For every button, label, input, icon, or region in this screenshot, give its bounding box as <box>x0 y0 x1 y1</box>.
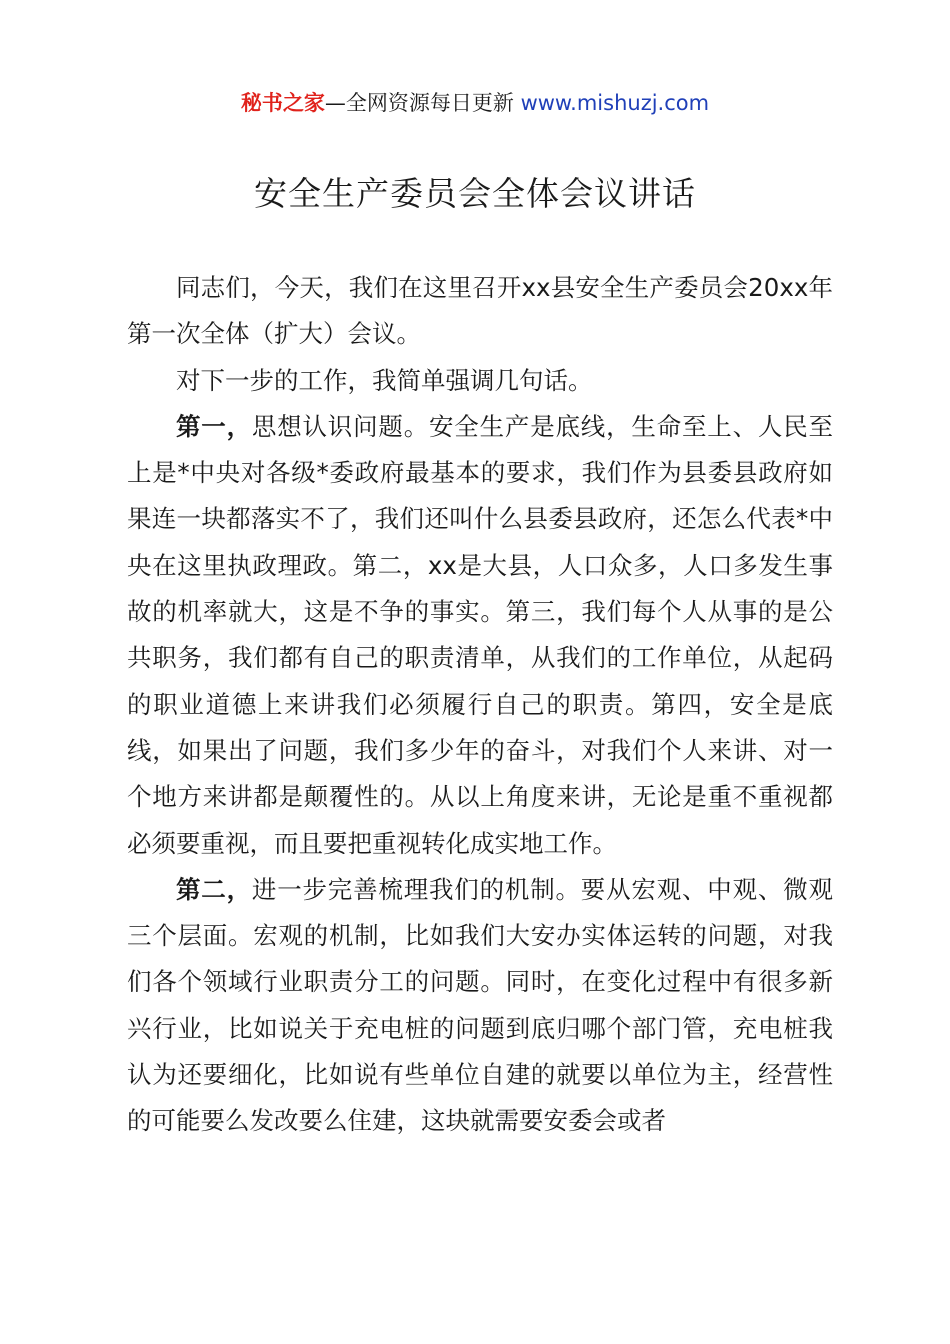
document-title: 安全生产委员会全体会议讲话 <box>254 174 696 213</box>
paragraph <box>127 867 833 1145</box>
paragraph-text: 同志们，今天，我们在这里召开xx县安全生产委员会20xx年第一次全体（扩大）会议。 <box>127 273 833 349</box>
paragraph-text: 进一步完善梳理我们的机制。要从宏观、中观、微观三个层面。宏观的机制，比如我们大安办实体运转的问题，对我们各个领域行业职责分工的问题。同时，在变化过程中有很多新兴行业，比如说关于充电桩的问题到底归哪个部门管，充电桩我认为还要细化，比如说有些单位自建的就要以单位为主，经营性的可能要么发改要么住建，这块就需要安委会或者 <box>127 874 834 1136</box>
site-header <box>0 86 950 120</box>
paragraph <box>127 358 833 404</box>
brand-name: 秘书之家 <box>240 91 325 115</box>
paragraph <box>127 404 833 867</box>
document-body <box>127 265 833 1145</box>
site-url-link[interactable]: www.mishuzj.com <box>520 91 710 115</box>
paragraph-text: 对下一步的工作，我简单强调几句话。 <box>176 365 593 395</box>
paragraph-text: 思想认识问题。安全生产是底线，生命至上、人民至上是*中央对各级*委政府最基本的要求，我们作为县委县政府如果连一块都落实不了，我们还叫什么县委县政府，还怎么代表*中央在这里执政理政。第二，xx是大县，人口众多，人口多发生事故的机率就大，这是不争的事实。第三，我们每个人从事的是公共职务，我们都有自己的职责清单，从我们的工作单位，从起码的职业道德上来讲我们必须履行自己的职责。第四，安全是底线，如果出了问题，我们多少年的奋斗，对我们个人来讲、对一个地方来讲都是颠覆性的。从以上角度来讲，无论是重不重视都必须要重视，而且要把重视转化成实地工作。 <box>127 411 834 858</box>
paragraph-lead: 第一， <box>176 411 252 441</box>
paragraph-lead: 第二， <box>176 874 252 904</box>
paragraph <box>127 265 833 358</box>
header-tagline: —全网资源每日更新 <box>324 91 514 115</box>
